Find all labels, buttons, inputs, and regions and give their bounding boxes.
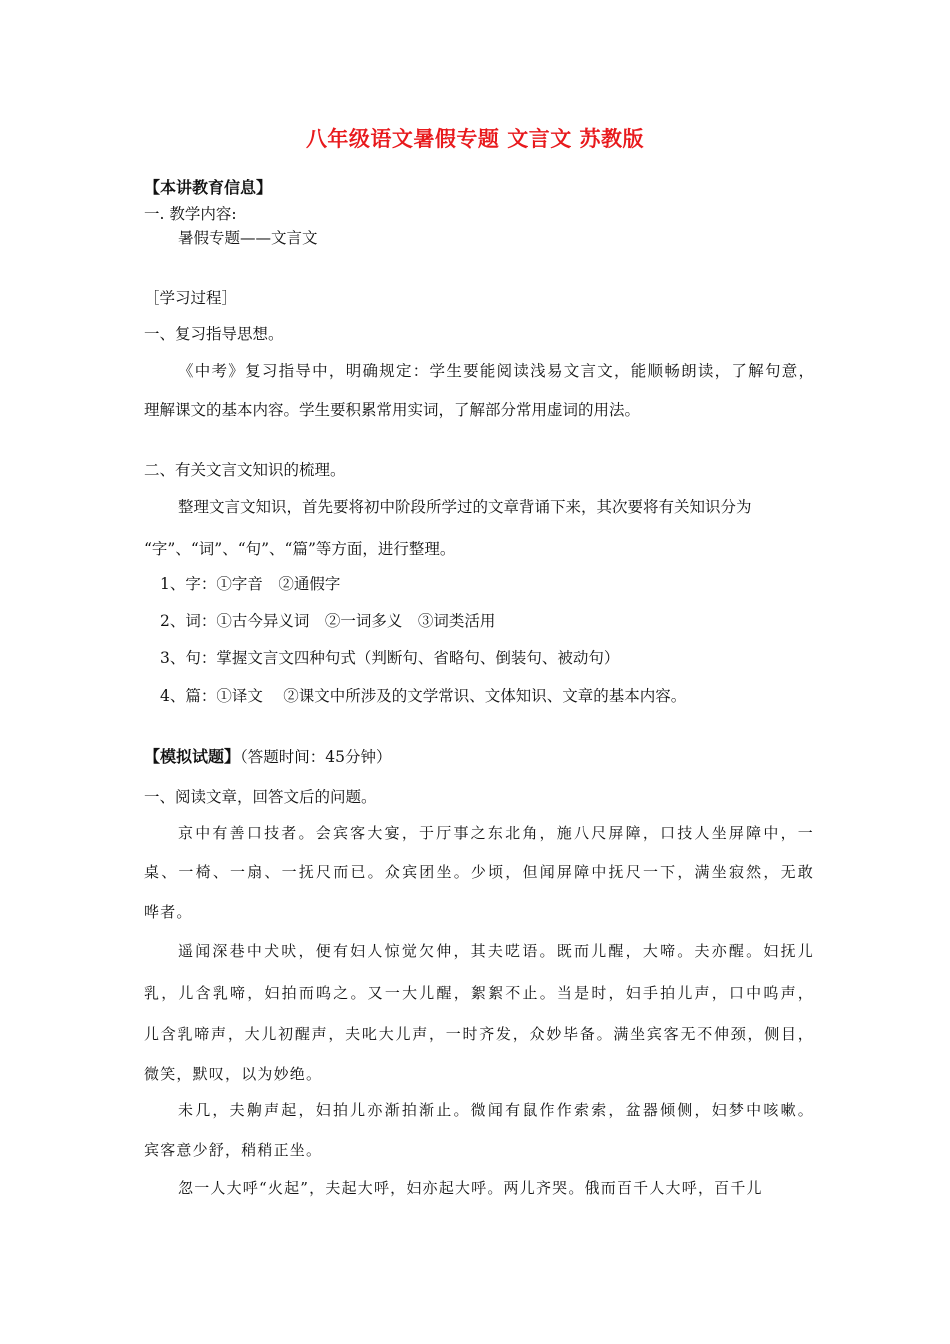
section2-para-line1: 整理文言文知识，首先要将初中阶段所学过的文章背诵下来，其次要将有关知识分为 [178, 498, 752, 516]
passage-line: 遥闻深巷中犬吠，便有妇人惊觉欠伸，其夫呓语。既而儿醒，大啼。夫亦醒。妇抚儿 [178, 942, 814, 960]
exam-question-1: 一、阅读文章，回答文后的问题。 [144, 788, 377, 806]
passage-line: 桌、一椅、一扇、一抚尺而已。众宾团坐。少顷，但闻屏障中抚尺一下，满坐寂然，无敢 [144, 863, 814, 881]
section1-para-line2: 理解课文的基本内容。学生要积累常用实词，了解部分常用虚词的用法。 [144, 401, 641, 419]
passage-line: 忽一人大呼“火起”，夫起大呼，妇亦起大呼。两儿齐哭。俄而百千人大呼，百千儿 [178, 1179, 763, 1197]
document-title: 八年级语文暑假专题 文言文 苏教版 [305, 126, 645, 151]
passage-line: 微笑，默叹，以为妙绝。 [144, 1065, 323, 1083]
info-header: 【本讲教育信息】 [144, 178, 273, 197]
list-item: 4、篇：①译文 ②课文中所涉及的文学常识、文体知识、文章的基本内容。 [160, 687, 687, 705]
section1-para-line1: 《中考》复习指导中，明确规定：学生要能阅读浅易文言文，能顺畅朗读，了解句意， [178, 362, 814, 380]
section2-heading: 二、有关文言文知识的梳理。 [144, 461, 346, 479]
teaching-label: 一. 教学内容: [144, 205, 237, 223]
process-label: ［学习过程］ [144, 289, 238, 307]
passage-line: 哗者。 [144, 903, 193, 921]
list-item: 1、字：①字音 ②通假字 [160, 575, 341, 593]
passage-line: 儿含乳啼声，大儿初醒声，夫叱大儿声，一时齐发，众妙毕备。满坐宾客无不伸颈，侧目， [144, 1025, 814, 1043]
exam-time-note: （答题时间：45分钟） [240, 748, 392, 766]
passage-line: 宾客意少舒，稍稍正坐。 [144, 1141, 323, 1159]
teaching-content: 暑假专题——文言文 [178, 229, 318, 247]
section1-heading: 一、复习指导思想。 [144, 325, 284, 343]
passage-line: 未几，夫齁声起，妇拍儿亦渐拍渐止。微闻有鼠作作索索，盆器倾侧，妇梦中咳嗽。 [178, 1101, 814, 1119]
passage-line: 乳，儿含乳啼，妇拍而呜之。又一大儿醒，絮絮不止。当是时，妇手拍儿声，口中呜声， [144, 984, 814, 1002]
exam-header-line [144, 747, 392, 767]
section2-para-line2: “字”、“词”、“句”、“篇”等方面，进行整理。 [144, 540, 456, 558]
exam-header: 【模拟试题】 [144, 747, 241, 766]
passage-line: 京中有善口技者。会宾客大宴，于厅事之东北角，施八尺屏障，口技人坐屏障中，一 [178, 824, 814, 842]
list-item: 2、词：①古今异义词 ②一词多义 ③词类活用 [160, 612, 496, 630]
list-item: 3、句：掌握文言文四种句式（判断句、省略句、倒装句、被动句） [160, 649, 620, 667]
